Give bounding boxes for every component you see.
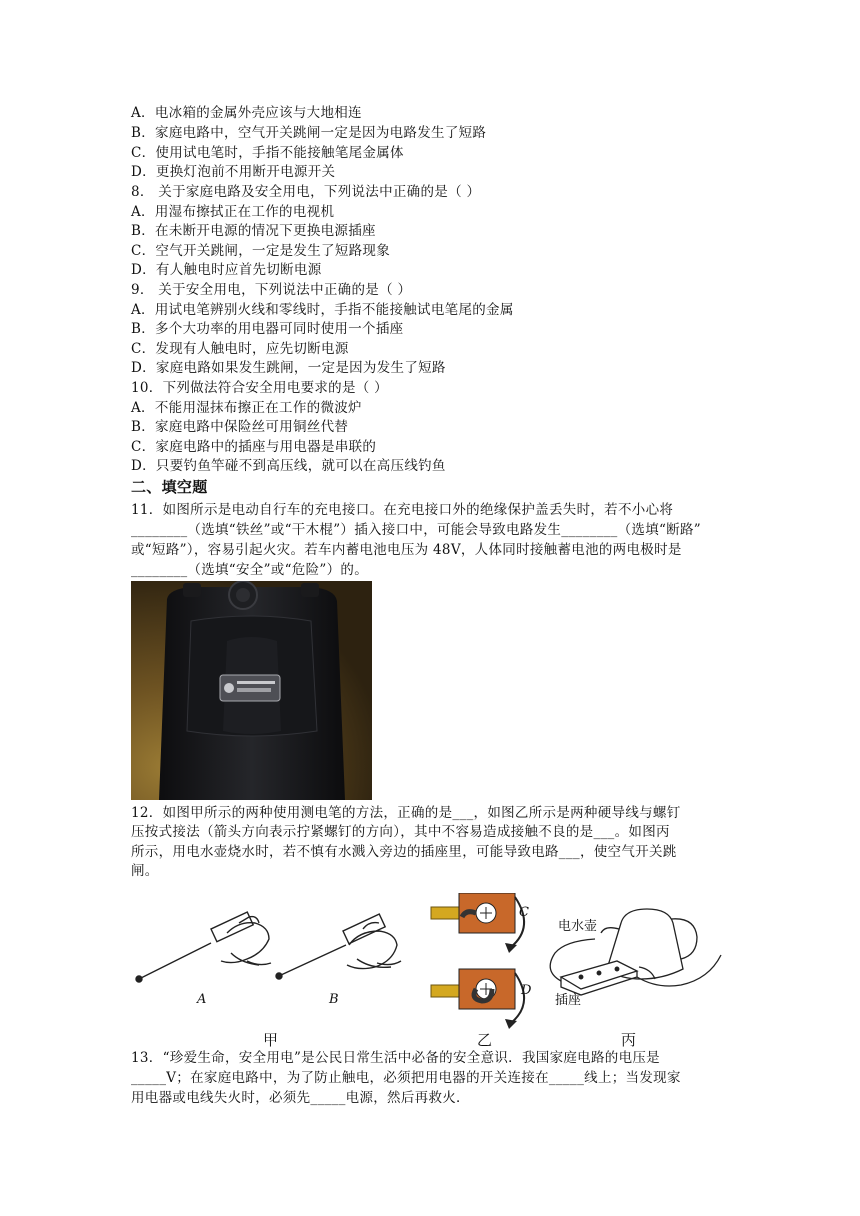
option-line: D．更换灯泡前不用断开电源开关 — [131, 164, 336, 180]
question-11-line: ________（选填“安全”或“危险”）的。 — [131, 562, 369, 578]
question-13-line: _____V；在家庭电路中，为了防止触电，必须把用电器的开关连接在_____线上；当发现家 — [131, 1070, 681, 1086]
option-line: C．使用试电笔时，手指不能接触笔尾金属体 — [131, 145, 404, 161]
question-12-line: 12．如图甲所示的两种使用测电笔的方法，正确的是___，如图乙所示是两种硬导线与螺钉 — [131, 805, 681, 821]
tester-pen-a — [136, 912, 271, 982]
question-12-line: 压按式接法（箭头方向表示拧紧螺钉的方向），其中不容易造成接触不良的是___。如图丙 — [131, 824, 670, 840]
label-d: D — [521, 983, 532, 998]
option-line: C．家庭电路中的插座与用电器是串联的 — [131, 439, 377, 455]
label-b: B — [329, 992, 339, 1007]
question-13-line: 用电器或电线失火时，必须先_____电源，然后再救火． — [131, 1090, 470, 1106]
section-heading: 二、填空题 — [131, 478, 208, 496]
charging-port-illustration — [131, 581, 372, 800]
option-line: D．有人触电时应首先切断电源 — [131, 262, 322, 278]
question-11-line: 或“短路”），容易引起火灾。若车内蓄电池电压为 48V，人体同时接触蓄电池的两电极时是 — [131, 542, 682, 558]
screw-connection-d — [431, 969, 524, 1029]
option-line: C．发现有人触电时，应先切断电源 — [131, 341, 349, 357]
option-line: D．只要钓鱼竿碰不到高压线，就可以在高压线钓鱼 — [131, 458, 446, 474]
option-line: A．不能用湿抹布擦正在工作的微波炉 — [131, 400, 362, 416]
screw-connection-c — [431, 893, 524, 953]
label-c: C — [519, 905, 529, 920]
option-line: A．电冰箱的金属外壳应该与大地相连 — [131, 105, 362, 121]
question-11-line: 11．如图所示是电动自行车的充电接口。在充电接口外的绝缘保护盖丢失时，若不小心将 — [131, 502, 674, 518]
label-a: A — [197, 992, 207, 1007]
option-line: D．家庭电路如果发生跳闸，一定是因为发生了短路 — [131, 360, 446, 376]
caption-bing: 丙 — [621, 1031, 637, 1049]
socket-label: 插座 — [555, 993, 582, 1008]
question-8: 8． 关于家庭电路及安全用电，下列说法中正确的是（ ） — [131, 184, 481, 200]
caption-yi: 乙 — [477, 1031, 493, 1049]
option-line: B．多个大功率的用电器可同时使用一个插座 — [131, 321, 404, 337]
question-11-line: ________（选填“铁丝”或“干木棍”）插入接口中，可能会导致电路发生________（选填“断路” — [131, 522, 702, 538]
question-9: 9． 关于安全用电，下列说法中正确的是（ ） — [131, 282, 412, 298]
tester-pen-b — [276, 914, 401, 979]
option-line: B．在未断开电源的情况下更换电源插座 — [131, 223, 376, 239]
figure-jia-yi-bing — [131, 893, 731, 1053]
option-line: C．空气开关跳闸，一定是发生了短路现象 — [131, 243, 391, 259]
figure-drawings — [131, 893, 731, 1053]
caption-jia: 甲 — [263, 1031, 279, 1049]
option-line: A．用湿布擦拭正在工作的电视机 — [131, 204, 335, 220]
question-12-line: 闸。 — [131, 863, 159, 879]
option-line: B．家庭电路中保险丝可用铜丝代替 — [131, 419, 349, 435]
option-line: B．家庭电路中，空气开关跳闸一定是因为电路发生了短路 — [131, 125, 487, 141]
charging-port-photo — [131, 581, 372, 800]
option-line: A．用试电笔辨别火线和零线时，手指不能接触试电笔尾的金属 — [131, 302, 514, 318]
question-10: 10．下列做法符合安全用电要求的是（ ） — [131, 380, 388, 396]
question-12-line: 所示，用电水壶烧水时，若不慎有水溅入旁边的插座里，可能导致电路___，使空气开关跳 — [131, 844, 677, 860]
question-13-line: 13．“珍爱生命，安全用电”是公民日常生活中必备的安全意识．我国家庭电路的电压是 — [131, 1050, 660, 1066]
kettle-label: 电水壶 — [558, 919, 598, 934]
